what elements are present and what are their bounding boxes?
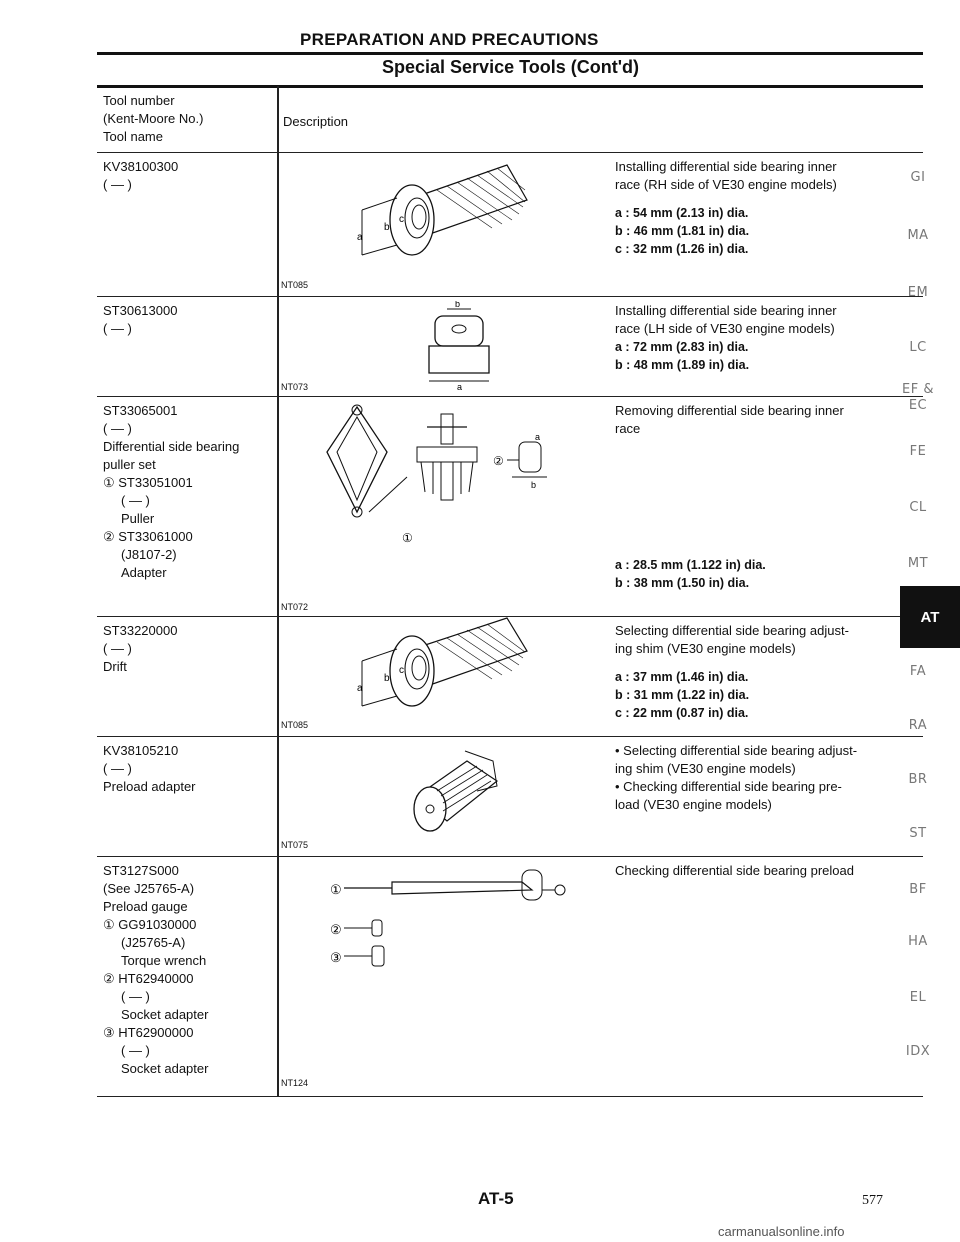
side-index-ra[interactable]: RA — [908, 718, 928, 733]
drift-illustration — [337, 160, 537, 280]
preload-gauge-illustration — [322, 862, 582, 972]
side-index-ma[interactable]: MA — [907, 228, 929, 243]
page-number: 577 — [862, 1193, 883, 1208]
description: Installing differential side bearing inner race (RH side of VE30 engine models) a : 54 mm (2.13 in) dia. b : 46 mm (1.81 in) dia. c : 32 mm (1.26 in) dia. — [615, 159, 837, 256]
description: Checking differential side bearing preload — [615, 863, 854, 878]
header-rule — [97, 52, 923, 55]
svg-text:②: ② — [330, 922, 342, 937]
table-row: KV38105210 ( — ) Preload adapter NT075 • Selecting differential side bearing adjust- ing shim (VE30 engine models) • Checking differential side bearing pre- load (VE30 engine models) — [97, 736, 923, 857]
preload-adapter-illustration — [397, 741, 517, 841]
svg-text:b: b — [384, 673, 390, 684]
svg-text:b: b — [455, 301, 461, 309]
svg-text:a: a — [357, 683, 363, 694]
side-index-idx[interactable]: IDX — [905, 1044, 931, 1059]
svg-text:a: a — [457, 382, 463, 391]
svg-text:c: c — [399, 214, 404, 225]
side-index-ec[interactable]: EC — [908, 398, 928, 413]
description: Removing differential side bearing inner race a : 28.5 mm (1.122 in) dia. b : 38 mm (1.50 in) dia. — [615, 403, 844, 590]
svg-text:a: a — [535, 432, 541, 442]
svg-text:②: ② — [493, 454, 504, 468]
side-index-ef[interactable]: EF & — [902, 382, 934, 397]
table-row: KV38100300 ( — ) a b c NT085 Installing differential side bearing inner race (RH side of VE30 engine models) a : 54 mm (2.13 in) dia. b : 46 mm (1.81 in) dia. c : 32 mm (1.26 in) dia. — [97, 152, 923, 297]
figure-code: NT072 — [281, 602, 309, 612]
svg-text:b: b — [531, 480, 537, 490]
side-index-lc[interactable]: LC — [909, 340, 927, 355]
side-index-mt[interactable]: MT — [907, 556, 929, 571]
figure-code: NT085 — [281, 720, 309, 730]
figure-code: NT085 — [281, 280, 309, 290]
svg-text:a: a — [357, 232, 363, 243]
table-row: ST30613000 ( — ) b a NT073 Installing differential side bearing inner race (LH side of VE30 engine models) a : 72 mm (2.83 in) dia. b : 48 mm (1.89 in) dia. — [97, 296, 923, 397]
figure-code: NT124 — [281, 1078, 309, 1088]
side-index-at[interactable]: AT — [900, 586, 960, 648]
side-index-br[interactable]: BR — [908, 772, 928, 787]
svg-text:③: ③ — [330, 950, 342, 965]
table-row: ST3127S000 (See J25765-A) Preload gauge ① GG91030000 (J25765-A) Torque wrench ② HT62940000 ( — ) Socket adapter ③ HT62900000 ( — ) Socket adapter ① ② ③ NT124 Checking differential side bearing preload — [97, 856, 923, 1097]
drift-illustration — [337, 616, 537, 726]
header-col1: Tool number (Kent-Moore No.) Tool name — [103, 93, 204, 144]
table-header-row — [97, 86, 923, 153]
puller-illustration — [307, 402, 577, 552]
tool-number: ST30613000 — [103, 303, 178, 318]
section-page-label: AT-5 — [478, 1189, 514, 1208]
side-index-st[interactable]: ST — [909, 826, 927, 841]
figure-code: NT073 — [281, 382, 309, 392]
tool-number: ST33220000 — [103, 623, 178, 638]
watermark: carmanualsonline.info — [718, 1224, 845, 1239]
side-index-em[interactable]: EM — [907, 285, 929, 300]
tool-number: KV38105210 — [103, 743, 179, 758]
tool-number: ST33065001 — [103, 403, 178, 418]
side-index-gi[interactable]: GI — [910, 170, 926, 185]
page-title: PREPARATION AND PRECAUTIONS — [300, 30, 599, 49]
svg-text:①: ① — [330, 882, 342, 897]
side-index-cl[interactable]: CL — [909, 500, 927, 515]
header-description: Description — [283, 114, 349, 129]
side-index-fa[interactable]: FA — [909, 664, 927, 679]
side-index-ha[interactable]: HA — [908, 934, 928, 949]
description: Installing differential side bearing inner race (LH side of VE30 engine models) a : 72 mm (2.83 in) dia. b : 48 mm (1.89 in) dia. — [615, 303, 837, 372]
description: • Selecting differential side bearing adjust- ing shim (VE30 engine models) • Checking differential side bearing pre- load (VE30 engine models) — [615, 743, 858, 812]
page-subtitle: Special Service Tools (Cont'd) — [382, 57, 640, 77]
side-index-fe[interactable]: FE — [909, 444, 927, 459]
figure-code: NT075 — [281, 840, 309, 850]
svg-text:①: ① — [402, 531, 413, 545]
svg-text:b: b — [384, 222, 390, 233]
svg-text:c: c — [399, 665, 404, 676]
tool-number: ST3127S000 — [103, 863, 179, 878]
description: Selecting differential side bearing adjust- ing shim (VE30 engine models) a : 37 mm (1.46 in) dia. b : 31 mm (1.22 in) dia. c : 22 mm (0.87 in) dia. — [615, 623, 849, 720]
table-row: ST33220000 ( — ) Drift a b c NT085 Selecting differential side bearing adjust- ing shim (VE30 engine models) a : 37 mm (1.46 in) dia. b : 31 mm (1.22 in) dia. c : 22 mm (0.87 in) dia. — [97, 616, 923, 737]
installer-illustration — [417, 301, 507, 391]
tool-number: KV38100300 — [103, 159, 179, 174]
side-index-el[interactable]: EL — [909, 990, 927, 1005]
side-index-bf[interactable]: BF — [909, 882, 927, 897]
table-row: ST33065001 ( — ) Differential side bearing puller set ① ST33051001 ( — ) Puller ② ST33061000 (J8107-2) Adapter ① ② a b NT072 Removing differential side bearing inner race a : 28.5 mm (1.122 in) dia. b : 38 mm (1.50 in) dia. — [97, 396, 923, 617]
